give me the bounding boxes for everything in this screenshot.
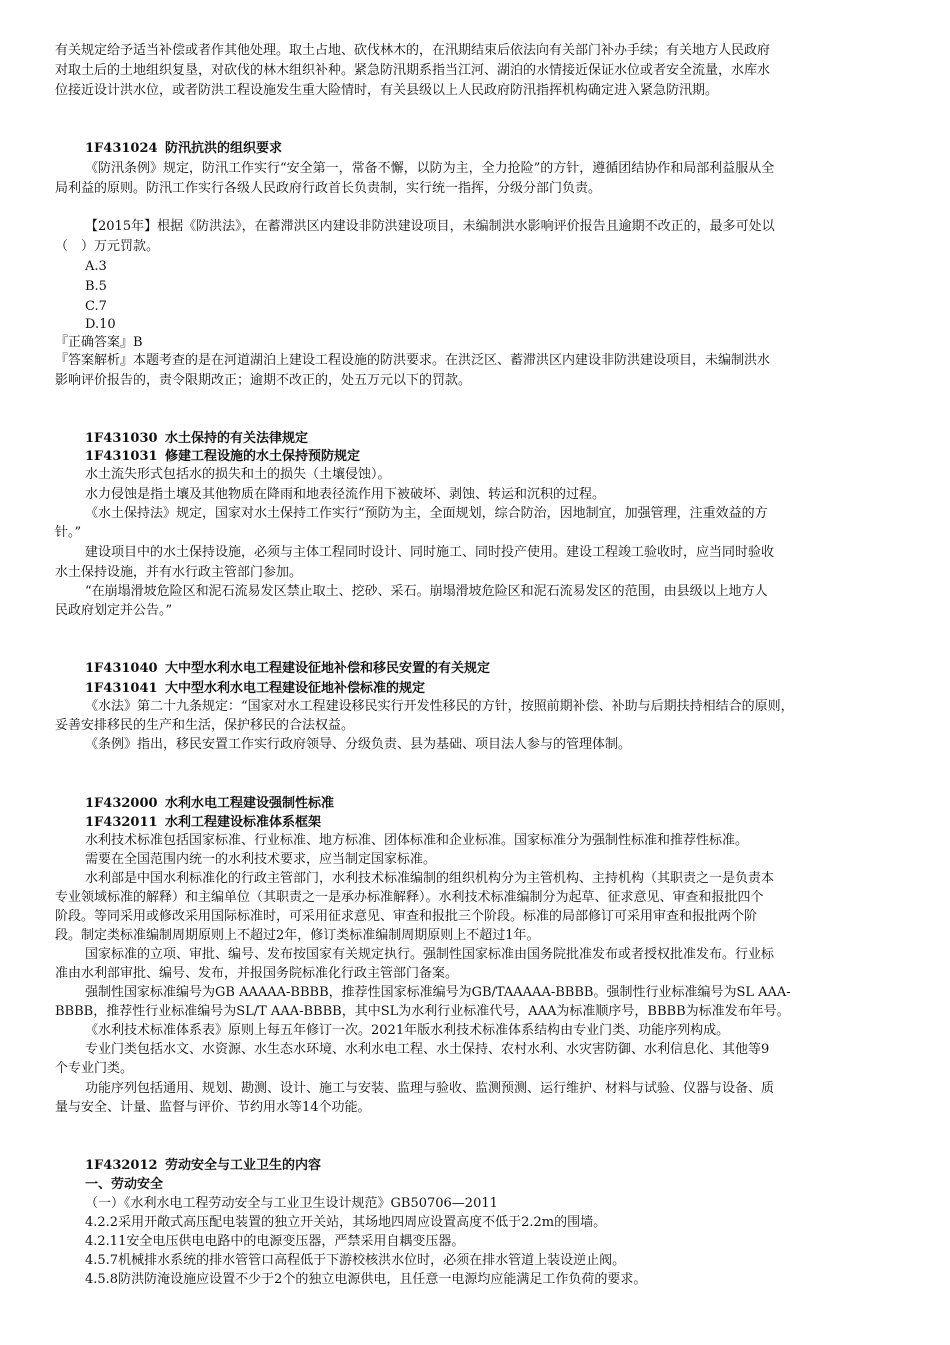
text-line: 《水土保持法》规定，国家对水土保持工作实行“预防为主，全面规划，综合防治，因地制宜，加强管理，注重效益的方 [85,506,768,521]
section-code: 1F431040 [85,661,158,676]
section-code: 1F431030 [85,431,158,446]
section-code: 1F432000 [85,796,158,811]
section-title: 劳动安全与工业卫生的内容 [165,1158,322,1173]
text-line: 阶段。等同采用或修改采用国际标准时，可采用征求意见、审查和报批三个阶段。标准的局部修订可采用审查和报批两个阶 [55,909,758,924]
text-line: 民政府划定并公告。” [55,603,173,618]
text-line: 建设项目中的水土保持设施，必须与主体工程同时设计、同时施工、同时投产使用。建设工程竣工验收时，应当同时验收 [85,545,775,560]
text-line: 位接近设计洪水位，或者防洪工程设施发生重大险情时，有关县级以上人民政府防汛指挥机构确定进入紧急防汛期。 [55,83,719,98]
text-line: 针。” [55,525,82,540]
text-line: 有关规定给予适当补偿或者作其他处理。取土占地、砍伐林木的，在汛期结束后依法向有关部门补办手续；有关地方人民政府 [55,43,771,58]
section-heading [85,680,425,698]
text-line: BBBB，推荐性行业标准编号为SL/T AAA-BBBB，其中SL为水利行业标准代号，AAA为标准顺序号，BBBB为标准发布年号。 [55,1004,790,1019]
text-line: 水利技术标准包括国家标准、行业标准、地方标准、团体标准和企业标准。国家标准分为强制性标准和推荐性标准。 [85,833,749,848]
text-line: 对取土后的土地组织复垦，对砍伐的林木组织补种。紧急防汛期系指当江河、湖泊的水情接近保证水位或者安全流量，水库水 [55,63,771,78]
section-title: 水土保持的有关法律规定 [165,431,309,446]
text-line: 《水法》第二十九条规定：“国家对水工程建设移民实行开发性移民的方针，按照前期补偿、补助与后期扶持相结合的原则， [85,699,794,714]
option-d: D.10 [85,317,116,332]
section-heading [85,448,360,466]
text-line: 强制性国家标准编号为GB AAAAA-BBBB，推荐性国家标准编号为GB/TAAAAA-BBBB。强制性行业标准编号为SL AAA- [85,985,791,1000]
text-line: 个专业门类。 [55,1061,134,1076]
text-line: 《条例》指出，移民安置工作实行政府领导、分级负责、县为基础、项目法人参与的管理体制。 [85,737,632,752]
section-heading [85,660,490,678]
text-line: 水利部是中国水利标准化的行政主管部门，水利技术标准编制的组织机构分为主管机构、主持机构（其职责之一是负责本 [85,871,775,886]
text-line: 《防汛条例》规定，防汛工作实行“安全第一，常备不懈，以防为主，全力抢险”的方针，遵循团结协作和局部利益服从全 [85,161,775,176]
text-line: 量与安全、计量、监督与评价、节约用水等14个功能。 [55,1100,371,1115]
text-line: 4.5.8防洪防淹设施应设置不少于2个的独立电源供电，且任意一电源均应能满足工作负荷的要求。 [85,1272,647,1287]
question-text: 【2015年】根据《防洪法》，在蓄滞洪区内建设非防洪建设项目，未编制洪水影响评价报告且逾期不改正的，最多可处以 [85,219,775,234]
section-title: 大中型水利水电工程建设征地补偿标准的规定 [165,681,426,696]
question-text: （ ）万元罚款。 [55,239,160,254]
text-line: （一）《水利水电工程劳动安全与工业卫生设计规范》GB50706—2011 [85,1196,498,1211]
section-title: 修建工程设施的水土保持预防规定 [165,449,361,464]
text-line: 段。制定类标准编制周期原则上不超过2年，修订类标准编制周期原则上不超过1年。 [55,928,540,943]
text-line: 局利益的原则。防汛工作实行各级人民政府行政首长负责制，实行统一指挥，分级分部门负责。 [55,181,602,196]
text-line: 水土保持设施，并有水行政主管部门参加。 [55,565,303,580]
section-title: 水利水电工程建设强制性标准 [165,796,335,811]
subsection-heading: 一、劳动安全 [85,1177,164,1192]
option-a: A.3 [85,259,107,274]
section-code: 1F431041 [85,681,158,696]
text-line: “在崩塌滑坡危险区和泥石流易发区禁止取土、挖砂、采石。崩塌滑坡危险区和泥石流易发区的范围，由县级以上地方人 [85,584,768,599]
text-line: 水力侵蚀是指土壤及其他物质在降雨和地表径流作用下被破坏、剥蚀、转运和沉积的过程。 [85,487,606,502]
section-heading [85,814,321,832]
answer-analysis: 影响评价报告的，责令限期改正；逾期不改正的，处五万元以下的罚款。 [55,373,472,388]
section-heading [85,795,334,813]
correct-answer: 『正确答案』B [55,335,143,350]
option-c: C.7 [85,299,107,314]
section-title: 水利工程建设标准体系框架 [165,815,322,830]
text-line: 需要在全国范围内统一的水利技术要求，应当制定国家标准。 [85,852,437,867]
section-heading [85,1157,321,1175]
section-title: 防汛抗洪的组织要求 [165,141,283,156]
answer-analysis: 『答案解析』本题考查的是在河道湖泊上建设工程设施的防洪要求。在洪泛区、蓄滞洪区内建设非防洪建设项目，未编制洪水 [55,353,771,368]
text-line: 专业领域标准的解释）和主编单位（其职责之一是承办标准解释）。水利技术标准编制分为起草、征求意见、审查和报批四个 [55,890,764,905]
text-line: 水土流失形式包括水的损失和土的损失（土壤侵蚀）。 [85,467,391,482]
section-code: 1F431024 [85,141,158,156]
option-b: B.5 [85,279,107,294]
text-line: 功能序列包括通用、规划、勘测、设计、施工与安装、监理与验收、监测预测、运行维护、材料与试验、仪器与设备、质 [85,1081,775,1096]
text-line: 国家标准的立项、审批、编号、发布按国家有关规定执行。强制性国家标准由国务院批准发布或者授权批准发布。行业标 [85,947,775,962]
text-line: 4.2.2采用开敞式高压配电装置的独立开关站，其场地四周应设置高度不低于2.2m的围墙。 [85,1215,607,1230]
section-heading [85,140,282,158]
text-line: 专业门类包括水文、水资源、水生态水环境、水利水电工程、水土保持、农村水利、水灾害防御、水利信息化、其他等9 [85,1042,770,1057]
section-heading [85,430,308,448]
section-code: 1F432011 [85,815,158,830]
text-line: 妥善安排移民的生产和生活，保护移民的合法权益。 [55,718,355,733]
section-code: 1F432012 [85,1158,158,1173]
section-code: 1F431031 [85,449,158,464]
text-line: 4.5.7机械排水系统的排水管管口高程低于下游校核洪水位时，必须在排水管道上装设逆止阀。 [85,1253,626,1268]
text-line: 4.2.11安全电压供电电路中的电源变压器，严禁采用自耦变压器。 [85,1234,465,1249]
text-line: 《水利技术标准体系表》原则上每五年修订一次。2021年版水利技术标准体系结构由专业门类、功能序列构成。 [85,1023,730,1038]
section-title: 大中型水利水电工程建设征地补偿和移民安置的有关规定 [165,661,491,676]
text-line: 准由水利部审批、编号、发布，并报国务院标准化行政主管部门备案。 [55,966,459,981]
